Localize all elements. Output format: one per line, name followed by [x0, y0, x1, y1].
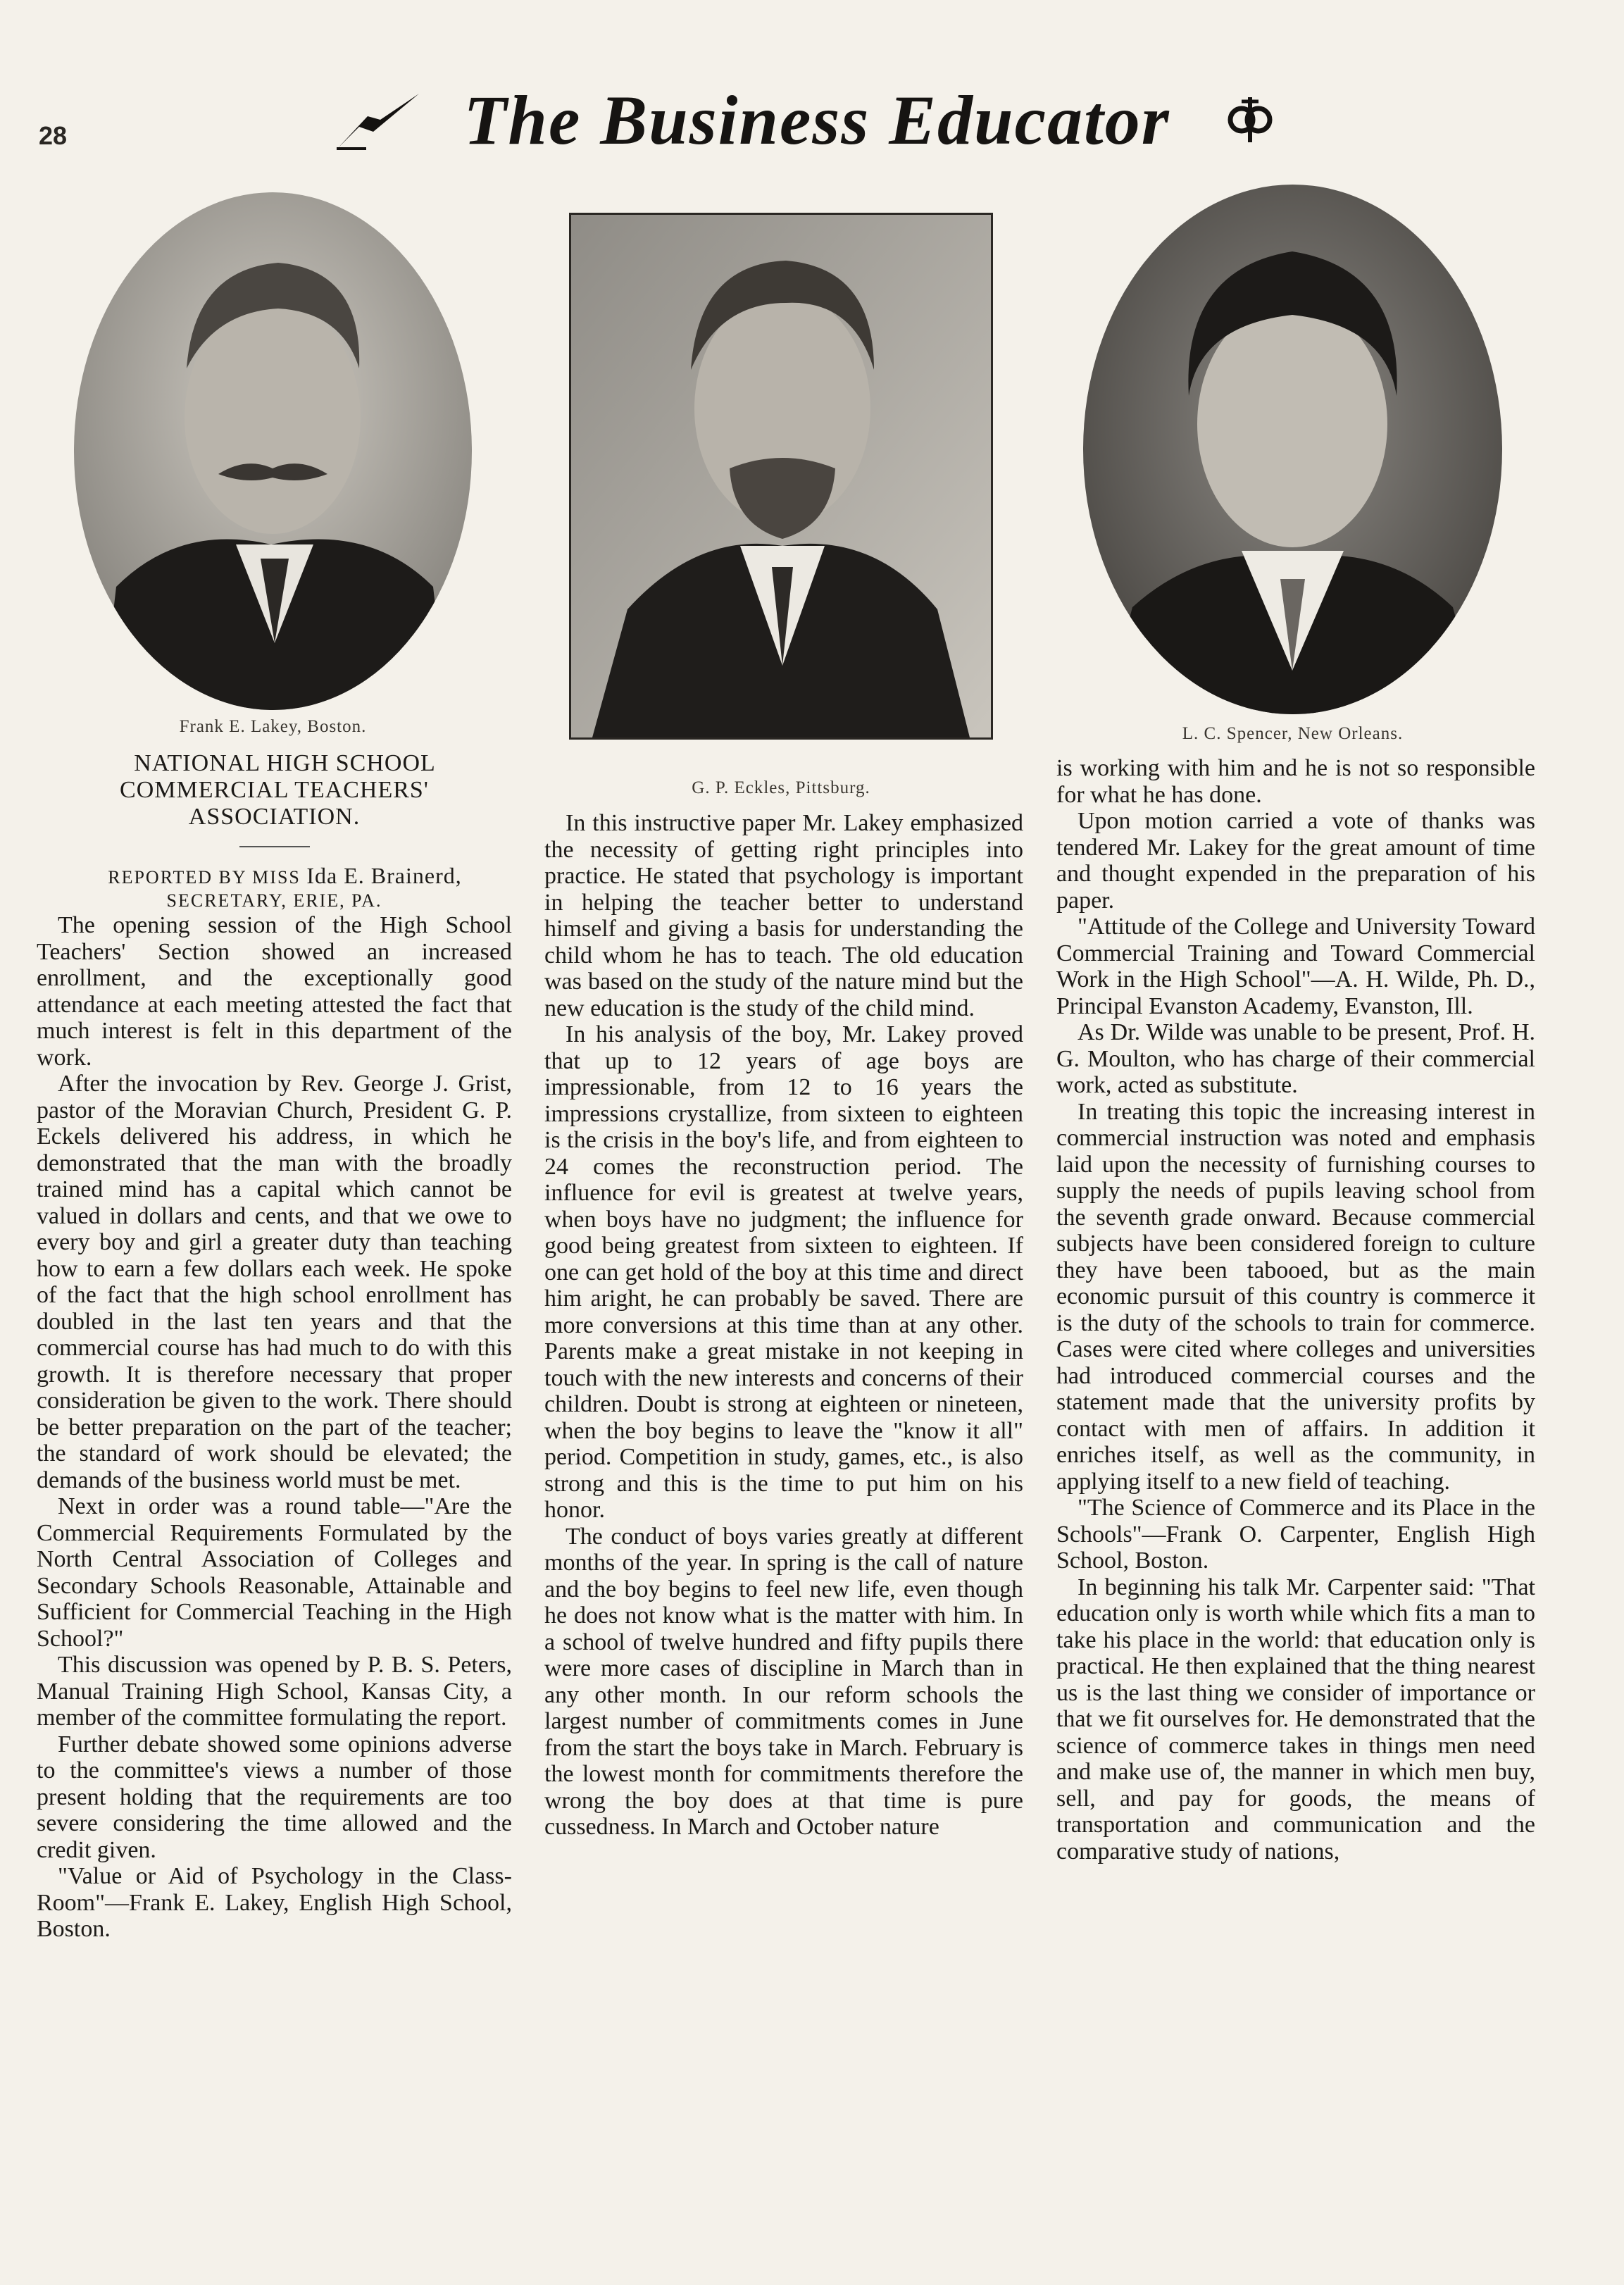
paragraph: "Attitude of the College and University Toward Commercial Training and Toward Commercial Work in the High School"—A. H. Wilde, Ph. D., Principal Evanston Academy, Evanston, Ill. — [1056, 914, 1535, 1019]
caption-gp-eckles: G. P. Eckles, Pittsburg. — [692, 778, 870, 797]
byline-suffix: SECRETARY, ERIE, PA. — [166, 890, 382, 911]
article-column-2 — [544, 810, 1023, 1841]
article-column-1 — [37, 750, 512, 1943]
paragraph: "The Science of Commerce and its Place in the Schools"—Frank O. Carpenter, English High School, Boston. — [1056, 1495, 1535, 1574]
article-byline — [37, 864, 512, 912]
byline-name: Ida E. Brainerd, — [306, 863, 462, 888]
article-headline: NATIONAL HIGH SCHOOL COMMERCIAL TEACHERS' ASSOCIATION. — [120, 750, 436, 830]
paragraph: Next in order was a round table—"Are the Commercial Requirements Formulated by the North Central Association of Colleges and Secondary Schools Reasonable, Attainable and Sufficient for Commercial Teaching in the High School?" — [37, 1493, 512, 1652]
paragraph: "Value or Aid of Psychology in the Class-Room"—Frank E. Lakey, English High School, Boston. — [37, 1863, 512, 1942]
paragraph: is working with him and he is not so responsible for what he has done. — [1056, 755, 1535, 808]
portrait-gp-eckles — [569, 213, 993, 740]
caption-frank-lakey: Frank E. Lakey, Boston. — [179, 717, 367, 736]
byline-prefix: REPORTED BY MISS — [108, 867, 301, 888]
paragraph: This discussion was opened by P. B. S. Peters, Manual Training High School, Kansas City, a member of the committee formulating the report. — [37, 1652, 512, 1731]
emblem-ornament-icon — [1222, 92, 1278, 148]
paragraph: In his analysis of the boy, Mr. Lakey proved that up to 12 years of age boys are impressionable, from 12 to 16 years the impressions crystallize, from sixteen to eighteen is the crisis in the boy's life, and from eighteen to 24 comes the reconstruction period. The influence for evil is greatest at twelve years, when boys have no judgment; the influence for good being greatest from sixteen to eighteen. If one can get hold of the boy at this time and direct him aright, he can probably be saved. There are more conversions at this time than at any other. Parents make a great mistake in not keeping in touch with the new interests and concerns of their children. Doubt is strong at eighteen or nineteen, when the boy begins to leave the "know it all" period. Competition in study, games, etc., is also strong and this is the time to put him on his honor. — [544, 1021, 1023, 1523]
paragraph: The conduct of boys varies greatly at different months of the year. In spring is the call of nature and the boy begins to feel new life, even though he does not know what is the matter with him. In a school of twelve hundred and fifty pupils there were more cases of discipline in March than in any other month. In our reform schools the largest number of commitments comes in June from the start the boys take in March. February is the lowest month for commitments therefore the wrong the boy does at that time is pure cussedness. In March and October nature — [544, 1523, 1023, 1840]
paragraph: In treating this topic the increasing interest in commercial instruction was noted and emphasis laid upon the necessity of furnishing courses to supply the needs of pupils leaving school from the seventh grade onward. Because commercial subjects have been considered foreign to culture they have been tabooed, but as the main economic pursuit of this country is commerce it is the duty of the schools to train for commerce. Cases were cited where colleges and universities had introduced commercial courses and the statement made that the university profits by contact with men of affairs. In addition it enriches itself, as well as the community, in applying itself to a new field of teaching. — [1056, 1098, 1535, 1495]
caption-lc-spencer: L. C. Spencer, New Orleans. — [1182, 724, 1404, 743]
paragraph: The opening session of the High School Teachers' Section showed an increased enrollment, and the exceptionally good attendance at each meeting attested the fact that much interest is felt in this department of the work. — [37, 912, 512, 1071]
portrait-lc-spencer — [1083, 185, 1502, 714]
portrait-frank-lakey — [74, 192, 472, 710]
publication-title: The Business Educator — [463, 80, 1170, 159]
paragraph: Further debate showed some opinions adverse to the committee's views a number of those present holding that the requirements are too severe considering the time allowed and the credit given. — [37, 1731, 512, 1863]
paragraph: In this instructive paper Mr. Lakey emphasized the necessity of getting right principles into practice. He stated that psychology is important in helping the teacher better to understand himself and giving a basis for understanding the child whom he has to teach. The old education was based on the study of the nature mind but the new education is the study of the child mind. — [544, 810, 1023, 1021]
page-number: 28 — [39, 121, 68, 150]
masthead — [324, 77, 1310, 162]
paragraph: In beginning his talk Mr. Carpenter said: "That education only is worth while which fits a man to take his place in the world: that education only is practical. He then explained that the thing nearest us is the last thing we consider of importance or that we fit ourselves for. He demonstrated that the science of commerce takes in things men need and make use of, the manner in which men buy, sell, and pay for goods, the means of transportation and communication and the comparative study of nations, — [1056, 1574, 1535, 1864]
article-column-3 — [1056, 755, 1535, 1864]
paragraph: After the invocation by Rev. George J. Grist, pastor of the Moravian Church, President G. P. Eckels delivered his address, in which he demonstrated that the man with the broadly trained mind has a capital which cannot be valued in dollars and cents, and that we owe to every boy and girl a greater duty than teaching how to earn a few dollars each week. He spoke of the fact that the high school enrollment has doubled in the last ten years and that the commercial course has had much to do with this growth. It is therefore necessary that proper consideration be given to the work. There should be better preparation on the part of the teacher; the standard of work should be elevated; the demands of the business world must be met. — [37, 1071, 512, 1493]
headline-divider — [239, 846, 310, 847]
paragraph: Upon motion carried a vote of thanks was tendered Mr. Lakey for the great amount of time and thought expended in the preparation of his paper. — [1056, 808, 1535, 914]
paragraph: As Dr. Wilde was unable to be present, Prof. H. G. Moulton, who has charge of their commercial work, acted as substitute. — [1056, 1019, 1535, 1098]
